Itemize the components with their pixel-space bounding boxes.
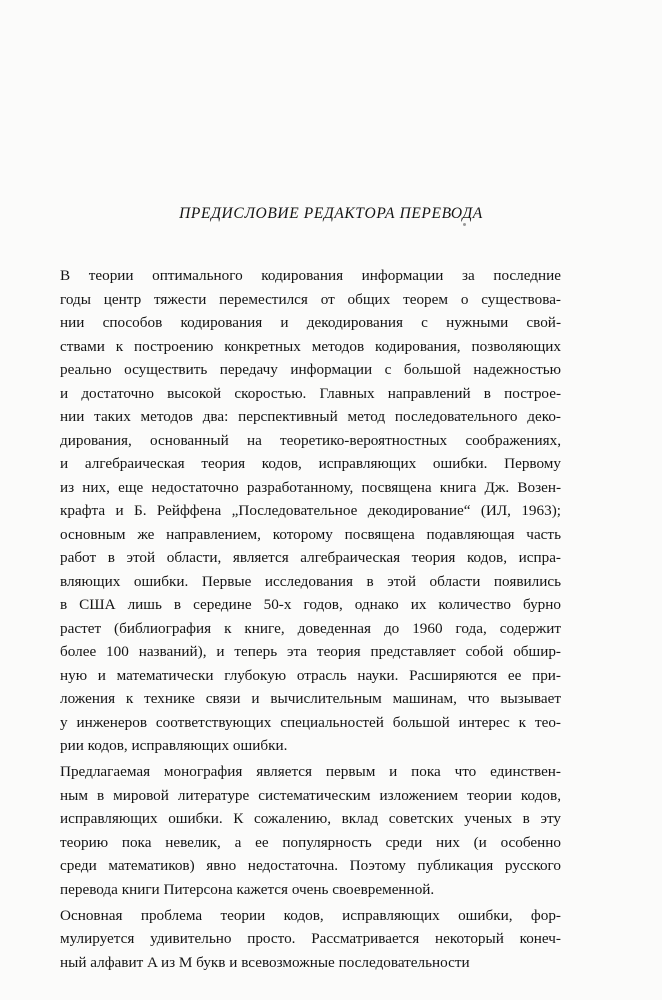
text-line: В теории оптимального кодирования информации за последние (60, 267, 561, 284)
text-line: дирования, основанный на теоретико-вероятностных соображениях, (60, 431, 561, 449)
text-line: мулируется удивительно просто. Рассматривается некоторый конеч- (60, 930, 561, 947)
text-line: среди математиков) явно недостаточна. Поэтому публикация русского (60, 857, 561, 874)
page-title: ПРЕДИСЛОВИЕ РЕДАКТОРА ПЕРЕВОДА (179, 205, 483, 222)
text-line: крафта и Б. Рейффена „Последовательное декодирование“ (ИЛ, 1963); (60, 502, 561, 519)
text-line: ложения к технике связи и вычислительным машинам, что вызывает (60, 690, 561, 707)
text-line: нии таких методов два: перспективный метод последовательного деко- (60, 408, 561, 425)
paragraph (60, 760, 561, 901)
paragraph (60, 264, 561, 758)
paragraph (60, 904, 561, 975)
text-line: из них, еще недостаточно разработанному, посвящена книга Дж. Возен- (60, 478, 561, 496)
scan-speck (463, 223, 466, 226)
text-line: Основная проблема теории кодов, исправляющих ошибки, фор- (60, 906, 561, 924)
body-text (60, 264, 561, 974)
text-line: и достаточно высокой скоростью. Главных направлений в построе- (60, 384, 561, 402)
text-line: перевода книги Питерсона кажется очень своевременной. (60, 880, 435, 898)
text-line: ный алфавит A из M букв и всевозможные последовательности (60, 953, 470, 971)
text-line: ную и математически глубокую отрасль науки. Расширяются ее при- (60, 666, 561, 684)
text-line: и алгебраическая теория кодов, исправляющих ошибки. Первому (60, 455, 561, 472)
text-line: основным же направлением, которому посвящена подавляющая часть (60, 525, 561, 543)
text-line: ным в мировой литературе систематическим изложением теории кодов, (60, 786, 561, 804)
text-line: в США лишь в середине 50-х годов, однако их количество бурно (60, 596, 561, 613)
text-line: ствами к построению конкретных методов кодирования, позволяющих (60, 337, 561, 355)
text-line: реально осуществить передачу информации с большой надежностью (60, 361, 561, 378)
text-line: у инженеров соответствующих специальностей большой интерес к тео- (60, 713, 561, 731)
text-line: теорию пока невелик, а ее популярность среди них (и особенно (60, 833, 561, 851)
text-line: исправляющих ошибки. К сожалению, вклад советских ученых в эту (60, 810, 561, 827)
text-line: рии кодов, исправляющих ошибки. (60, 737, 288, 754)
text-line: растет (библиография к книге, доведенная до 1960 года, содержит (60, 619, 561, 637)
text-line: нии способов кодирования и декодирования с нужными свой- (60, 314, 561, 331)
text-line: вляющих ошибки. Первые исследования в этой области появились (60, 572, 561, 590)
text-line: годы центр тяжести переместился от общих теорем о существова- (60, 290, 561, 308)
text-line: работ в этой области, является алгебраическая теория кодов, испра- (60, 549, 561, 566)
text-line: более 100 названий), и теперь эта теория представляет собой обшир- (60, 643, 561, 660)
text-line: Предлагаемая монография является первым и пока что единствен- (60, 763, 561, 780)
